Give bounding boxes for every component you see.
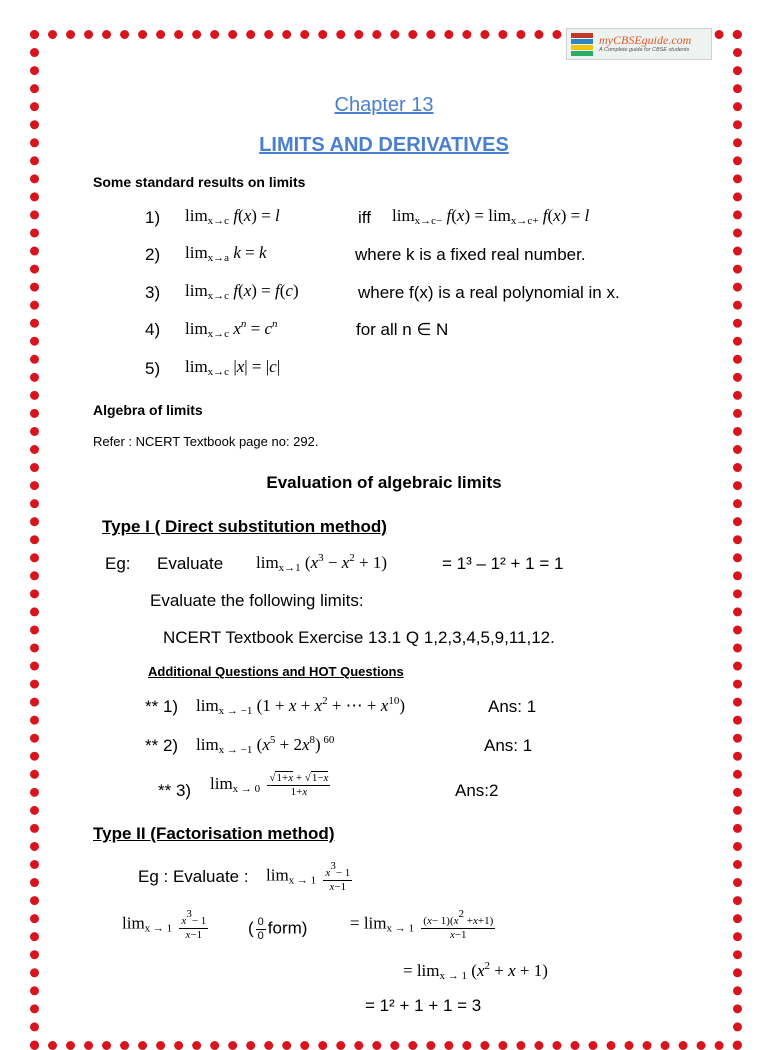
- step-1-factorised: = $\lim_{x \to 1}$ $\frac{(x- 1)(x^2 +x+1)}{x-1}$: [350, 908, 494, 941]
- result-1-formula: $\lim_{x\to c} f(x) = l$: [185, 206, 280, 227]
- result-4-formula: $\lim_{x\to c} x^n = c^n$: [185, 318, 278, 340]
- standard-results-heading: Some standard results on limits: [93, 174, 306, 190]
- logo-brand: myCBSEguide.com: [599, 33, 692, 48]
- result-3-note: where f(x) is a real polynomial in x.: [358, 283, 620, 302]
- result-4-note: for all n ∈ N: [356, 320, 449, 339]
- result-1-note: iff: [358, 208, 371, 227]
- zero-by-zero-form: ( $\frac{0}{0}$ form): [248, 916, 308, 942]
- result-2-note: where k is a fixed real number.: [355, 245, 586, 264]
- eg1-label: Eg:: [105, 554, 131, 573]
- step-1-formula: $\lim_{x \to 1}$ $\frac{x^3- 1}{x-1}$: [122, 908, 207, 941]
- hot-2-answer: Ans: 1: [484, 736, 533, 755]
- eg1-evaluate: Evaluate: [157, 554, 224, 573]
- eg2-formula: $\lim_{x \to 1}$ $\frac{x^3- 1}{x-1}$: [266, 860, 351, 893]
- hot-2-label: ** 2): [145, 736, 179, 755]
- evaluate-following: Evaluate the following limits:: [150, 591, 364, 610]
- hot-3-label: ** 3): [158, 781, 192, 800]
- ncert-exercise: NCERT Textbook Exercise 13.1 Q 1,2,3,4,5,9,11,12.: [163, 628, 555, 647]
- hot-2-formula: $\lim_{x \to -1} (x^5 + 2x^8)$ $^{60}$: [196, 734, 335, 756]
- type-1-heading: Type I ( Direct substitution method): [102, 517, 387, 536]
- additional-questions-heading: Additional Questions and HOT Questions: [148, 664, 404, 679]
- hot-1-answer: Ans: 1: [488, 697, 537, 716]
- final-result: = 1² + 1 + 1 = 3: [365, 996, 482, 1015]
- hot-3-answer: Ans:2: [455, 781, 499, 800]
- result-1-condition: $\lim_{x\to c-} f(x) = \lim_{x\to c+} f(x) = l$: [392, 206, 590, 227]
- result-1-number: 1): [145, 208, 161, 227]
- refer-note: Refer : NCERT Textbook page no: 292.: [93, 434, 319, 449]
- result-5-number: 5): [145, 359, 161, 378]
- page-title: LIMITS AND DERIVATIVES: [259, 134, 509, 156]
- mycbseguide-logo: [566, 28, 712, 60]
- result-3-formula: $\lim_{x\to c} f(x) = f(c)$: [185, 281, 299, 302]
- logo-tagline: A Complete guide for CBSE students: [599, 47, 690, 54]
- type-2-heading: Type II (Factorisation method): [93, 824, 335, 843]
- result-2-formula: $\lim_{x\to a} k = k$: [185, 243, 267, 264]
- evaluation-heading: Evaluation of algebraic limits: [266, 473, 502, 492]
- hot-3-formula: $\lim_{x \to 0}$ $\frac{√1+x + √1-x}{1+x}$: [210, 772, 329, 798]
- result-2-number: 2): [145, 245, 161, 264]
- eg1-result: = 1³ – 1² + 1 = 1: [442, 554, 564, 573]
- result-3-number: 3): [145, 283, 161, 302]
- hot-1-label: ** 1): [145, 697, 179, 716]
- eg1-formula: $\lim_{x\to 1} (x^3 - x^2 + 1)$: [256, 552, 388, 574]
- eg2-label: Eg : Evaluate :: [138, 867, 249, 886]
- books-icon: [571, 33, 593, 56]
- result-5-formula: $\lim_{x\to c} |x| = |c|$: [185, 357, 281, 378]
- result-4-number: 4): [145, 320, 161, 339]
- step-2-formula: = $\lim_{x \to 1} (x^2 + x + 1)$: [403, 960, 548, 982]
- hot-1-formula: $\lim_{x \to -1} (1 + x + x^2$ + ⋯ + $x^{10}$): [196, 695, 405, 717]
- chapter-number: Chapter 13: [334, 94, 434, 116]
- algebra-heading: Algebra of limits: [93, 402, 203, 418]
